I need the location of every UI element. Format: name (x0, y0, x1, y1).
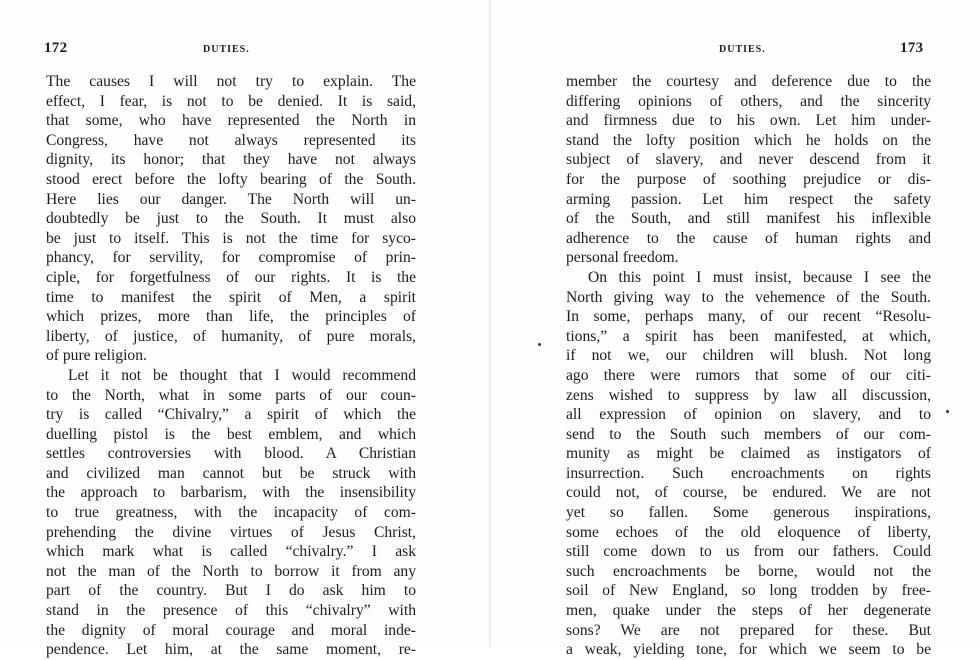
text-line: to true greatness, with the incapacity of com- (46, 504, 416, 522)
text-line: stand the lofty position which he holds on the (566, 131, 931, 149)
right-page-number: 173 (900, 40, 924, 56)
text-line: liberty, of justice, of humanity, of pure morals, (46, 327, 416, 345)
text-line: zens wished to suppress by law all discussion, (566, 386, 931, 404)
right-running-head: DUTIES. (719, 44, 766, 55)
text-line: prehending the divine virtues of Jesus Christ, (46, 523, 416, 541)
text-line: stood erect before the lofty bearing of the South. (46, 170, 416, 188)
text-line: North giving way to the vehemence of the South. (566, 288, 931, 306)
text-line: Congress, have not always represented its (46, 131, 416, 149)
text-line: send to the South such members of our com- (566, 425, 931, 443)
text-line: all expression of opinion on slavery, and to (566, 406, 931, 424)
text-line: part of the country. But I do ask him to (46, 582, 416, 600)
text-line: could not, of course, be endured. We are not (566, 484, 931, 502)
text-line: be just to itself. This is not the time for syco- (46, 229, 416, 247)
text-line: tions,” a spirit has been manifested, at which, (566, 327, 931, 345)
text-line: men, quake under the steps of her degenerate (566, 602, 931, 620)
text-line: The causes I will not try to explain. The (46, 73, 416, 90)
text-line: arming passion. Let him respect the safety (566, 190, 931, 208)
text-line: munity as might be claimed as instigators of (566, 445, 931, 463)
text-line: On this point I must insist, because I see the (588, 268, 931, 286)
text-line: doubtedly be just to the South. It must also (46, 210, 416, 228)
text-line: some echoes of the old eloquence of liberty, (566, 523, 931, 541)
text-line: time to manifest the spirit of Men, a spirit (46, 288, 416, 306)
text-line: not the man of the North to borrow it from any (46, 562, 416, 580)
text-line: the dignity of moral courage and moral inde- (46, 621, 416, 639)
text-line: settles controversies with blood. A Christian (46, 445, 416, 463)
left-page-number: 172 (44, 40, 68, 56)
text-line: differing opinions of others, and the sincerity (566, 92, 931, 110)
text-line: adherence to the cause of human rights and (566, 229, 931, 247)
text-line: dignity, its honor; that they have not always (46, 151, 416, 169)
text-line: Let it not be thought that I would recommend (68, 366, 416, 384)
text-line: pendence. Let him, at the same moment, re- (46, 641, 416, 659)
text-line: try is called “Chivalry,” a spirit of which the (46, 406, 416, 424)
text-line: to the North, what in some parts of our coun- (46, 386, 416, 404)
text-line: and firmness due to his own. Let him under- (566, 112, 931, 130)
text-line: of pure religion. (46, 347, 147, 365)
text-line: subject of slavery, and never descend from it (566, 151, 931, 169)
text-line: effect, I fear, is not to be denied. It is said, (46, 92, 416, 110)
text-line: Here lies our danger. The North will un- (46, 190, 416, 208)
left-page-body (46, 72, 416, 660)
page-gutter (489, 0, 491, 647)
text-line: a weak, yielding tone, for which we seem to be (566, 641, 931, 659)
text-line: of the South, and still manifest his inflexible (566, 210, 931, 228)
left-running-head: DUTIES. (203, 44, 250, 55)
text-line: ciple, for forgetfulness of our rights. It is the (46, 268, 416, 286)
text-line: the approach to barbarism, with the insensibility (46, 484, 416, 502)
text-line: still come down to us from our fathers. Could (566, 543, 931, 561)
text-line: if not we, our children will blush. Not long (566, 347, 931, 365)
text-line: phancy, for servility, for compromise of prin- (46, 249, 416, 267)
text-line: In some, perhaps many, of our recent “Resolu- (566, 308, 931, 326)
text-line: which prizes, more than life, the principles of (46, 308, 416, 326)
text-line: that some, who have represented the North in (46, 112, 416, 130)
text-line: ago there were rumors that some of our citi- (566, 366, 931, 384)
text-line: insurrection. Such encroachments on rights (566, 464, 931, 482)
text-line: member the courtesy and deference due to the (566, 73, 931, 90)
print-speck (538, 343, 541, 346)
text-line: yet so fallen. Some generous inspirations, (566, 504, 931, 522)
text-line: and civilized man cannot but be struck with (46, 464, 416, 482)
text-line: which mark what is called “chivalry.” I ask (46, 543, 416, 561)
right-page-body (566, 72, 931, 660)
print-speck (946, 410, 949, 413)
text-line: duelling pistol is the best emblem, and which (46, 425, 416, 443)
text-line: such encroachments be borne, would not the (566, 562, 931, 580)
text-line: for the purpose of soothing prejudice or dis- (566, 170, 931, 188)
text-line: personal freedom. (566, 249, 679, 267)
text-line: stand in the presence of this “chivalry” with (46, 602, 416, 620)
text-line: sons? We are not prepared for these. But (566, 621, 931, 639)
text-line: soil of New England, so long trodden by free- (566, 582, 931, 600)
